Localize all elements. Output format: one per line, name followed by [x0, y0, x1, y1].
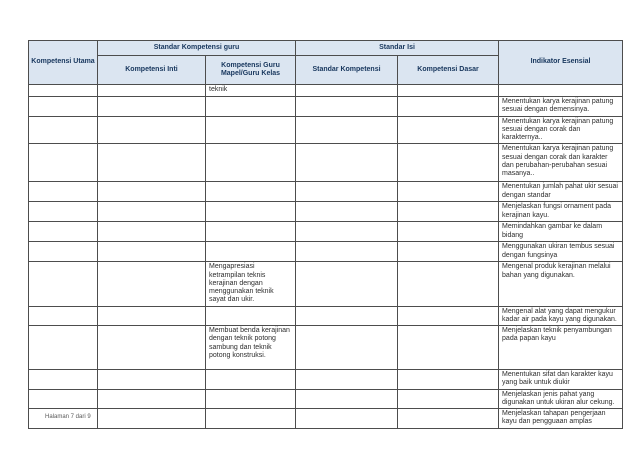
header-standar-kompetensi: Standar Kompetensi [296, 56, 398, 85]
cell-standar-kompetensi [296, 116, 398, 144]
cell-kompetensi-utama [29, 326, 98, 370]
cell-kompetensi-inti [98, 85, 206, 97]
cell-kompetensi-utama [29, 222, 98, 242]
competency-table [28, 40, 623, 429]
table-row [29, 306, 623, 326]
cell-standar-kompetensi [296, 202, 398, 222]
table-body [29, 85, 623, 429]
cell-kompetensi-guru-mapel [206, 182, 296, 202]
cell-kompetensi-dasar [398, 85, 499, 97]
cell-kompetensi-dasar [398, 182, 499, 202]
cell-kompetensi-inti [98, 222, 206, 242]
header-kompetensi-dasar: Kompetensi Dasar [398, 56, 499, 85]
cell-kompetensi-dasar [398, 144, 499, 182]
table-row [29, 242, 623, 262]
cell-indikator-esensial: Menentukan karya kerajinan patung sesuai dengan demensinya. [499, 97, 623, 117]
cell-kompetensi-dasar [398, 326, 499, 370]
cell-standar-kompetensi [296, 370, 398, 390]
cell-kompetensi-inti [98, 389, 206, 409]
cell-kompetensi-inti [98, 262, 206, 306]
cell-kompetensi-inti [98, 144, 206, 182]
cell-standar-kompetensi [296, 182, 398, 202]
cell-kompetensi-utama [29, 202, 98, 222]
cell-kompetensi-guru-mapel [206, 116, 296, 144]
table-row [29, 370, 623, 390]
header-standar-kompetensi-guru: Standar Kompetensi guru [98, 41, 296, 56]
cell-kompetensi-inti [98, 182, 206, 202]
cell-indikator-esensial: Menentukan sifat dan karakter kayu yang baik untuk diukir [499, 370, 623, 390]
cell-kompetensi-utama [29, 306, 98, 326]
cell-kompetensi-guru-mapel: teknik [206, 85, 296, 97]
cell-kompetensi-inti [98, 202, 206, 222]
cell-kompetensi-inti [98, 326, 206, 370]
table-row [29, 182, 623, 202]
cell-kompetensi-inti [98, 116, 206, 144]
table-header [29, 41, 623, 85]
cell-indikator-esensial: Mengenal produk kerajinan melalui bahan yang digunakan. [499, 262, 623, 306]
cell-kompetensi-dasar [398, 242, 499, 262]
cell-kompetensi-guru-mapel [206, 144, 296, 182]
cell-kompetensi-inti [98, 409, 206, 429]
cell-kompetensi-utama [29, 370, 98, 390]
table-row [29, 97, 623, 117]
cell-standar-kompetensi [296, 97, 398, 117]
cell-standar-kompetensi [296, 222, 398, 242]
cell-kompetensi-dasar [398, 97, 499, 117]
page-number-footer: Halaman 7 dari 9 [45, 414, 91, 420]
cell-standar-kompetensi [296, 326, 398, 370]
cell-kompetensi-utama [29, 242, 98, 262]
cell-kompetensi-guru-mapel [206, 222, 296, 242]
table-row [29, 262, 623, 306]
table-row [29, 389, 623, 409]
cell-standar-kompetensi [296, 242, 398, 262]
cell-kompetensi-utama [29, 85, 98, 97]
table-row [29, 144, 623, 182]
cell-kompetensi-utama [29, 182, 98, 202]
cell-kompetensi-inti [98, 370, 206, 390]
cell-indikator-esensial [499, 85, 623, 97]
cell-kompetensi-guru-mapel: Membuat benda kerajinan dengan teknik potong sambung dan teknik potong konstruksi. [206, 326, 296, 370]
cell-kompetensi-utama [29, 97, 98, 117]
cell-kompetensi-dasar [398, 370, 499, 390]
cell-kompetensi-guru-mapel [206, 389, 296, 409]
cell-standar-kompetensi [296, 306, 398, 326]
table-row [29, 116, 623, 144]
cell-kompetensi-utama [29, 262, 98, 306]
cell-standar-kompetensi [296, 389, 398, 409]
header-indikator-esensial: Indikator Esensial [499, 41, 623, 85]
cell-indikator-esensial: Menjelaskan teknik penyambungan pada papan kayu [499, 326, 623, 370]
table-row [29, 326, 623, 370]
cell-kompetensi-utama [29, 144, 98, 182]
cell-kompetensi-guru-mapel: Mengapresiasi ketrampilan teknis kerajinan dengan menggunakan teknik sayat dan ukir. [206, 262, 296, 306]
cell-kompetensi-guru-mapel [206, 242, 296, 262]
cell-kompetensi-dasar [398, 116, 499, 144]
cell-indikator-esensial: Menjelaskan fungsi ornament pada kerajinan kayu. [499, 202, 623, 222]
cell-kompetensi-guru-mapel [206, 409, 296, 429]
cell-indikator-esensial: Menentukan karya kerajinan patung sesuai dengan corak dan karakter dan perubahan-perubahan sesuai masanya.. [499, 144, 623, 182]
cell-standar-kompetensi [296, 262, 398, 306]
cell-kompetensi-guru-mapel [206, 97, 296, 117]
cell-kompetensi-guru-mapel [206, 306, 296, 326]
cell-kompetensi-dasar [398, 222, 499, 242]
table-row [29, 85, 623, 97]
cell-kompetensi-guru-mapel [206, 370, 296, 390]
cell-kompetensi-utama [29, 116, 98, 144]
header-kompetensi-guru-mapel: Kompetensi Guru Mapel/Guru Kelas [206, 56, 296, 85]
cell-kompetensi-inti [98, 306, 206, 326]
table-row [29, 222, 623, 242]
cell-kompetensi-inti [98, 97, 206, 117]
cell-indikator-esensial: Menentukan jumlah pahat ukir sesuai dengan standar [499, 182, 623, 202]
cell-kompetensi-dasar [398, 262, 499, 306]
cell-kompetensi-dasar [398, 202, 499, 222]
header-kompetensi-utama: Kompetensi Utama [29, 41, 98, 85]
cell-kompetensi-guru-mapel [206, 202, 296, 222]
table-row [29, 409, 623, 429]
cell-kompetensi-dasar [398, 409, 499, 429]
cell-kompetensi-inti [98, 242, 206, 262]
cell-standar-kompetensi [296, 409, 398, 429]
cell-standar-kompetensi [296, 85, 398, 97]
cell-indikator-esensial: Mengenal alat yang dapat mengukur kadar air pada kayu yang digunakan. [499, 306, 623, 326]
cell-kompetensi-utama [29, 389, 98, 409]
cell-indikator-esensial: Menggunakan ukiran tembus sesuai dengan fungsinya [499, 242, 623, 262]
cell-kompetensi-dasar [398, 306, 499, 326]
cell-indikator-esensial: Menjelaskan jenis pahat yang digunakan untuk ukiran alur cekung. [499, 389, 623, 409]
table-row [29, 202, 623, 222]
cell-kompetensi-dasar [398, 389, 499, 409]
cell-indikator-esensial: Menentukan karya kerajinan patung sesuai dengan corak dan karakternya.. [499, 116, 623, 144]
cell-standar-kompetensi [296, 144, 398, 182]
header-standar-isi: Standar Isi [296, 41, 499, 56]
cell-indikator-esensial: Memindahkan gambar ke dalam bidang [499, 222, 623, 242]
header-kompetensi-inti: Kompetensi Inti [98, 56, 206, 85]
cell-indikator-esensial: Menjelaskan tahapan pengerjaan kayu dan pengguaan amplas [499, 409, 623, 429]
